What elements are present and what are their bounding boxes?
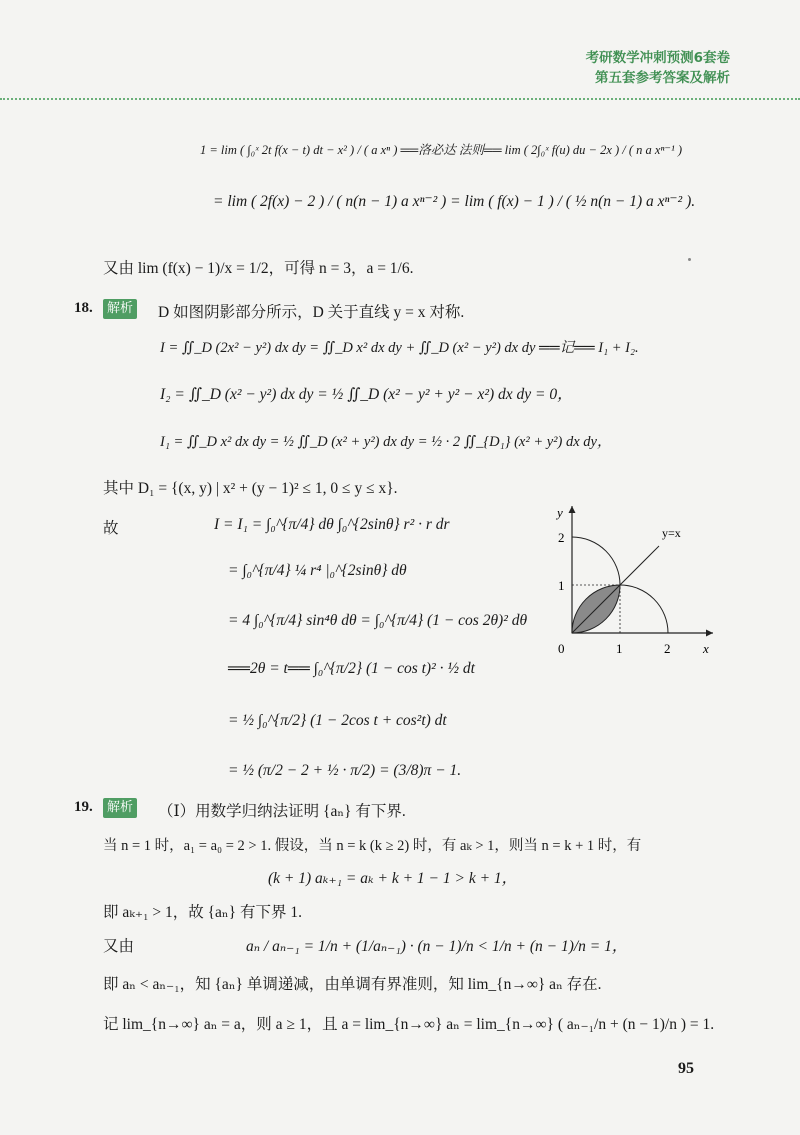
q19-limit: 记 lim_{n→∞} aₙ = a，则 a ≥ 1，且 a = lim_{n→∞} aₙ = lim_{n→∞} ( aₙ₋₁/n + (n − 1)/n ) = 1.	[103, 1016, 715, 1033]
question-18-badge: 解析	[103, 299, 137, 319]
line-label: y=x	[662, 526, 681, 540]
header-subtitle: 第五套参考答案及解析	[595, 70, 730, 86]
header-title: 考研数学冲刺预测6套卷	[585, 50, 730, 66]
header-divider	[0, 98, 800, 100]
region-figure	[535, 500, 720, 665]
q18-intro: D 如图阴影部分所示，D 关于直线 y = x 对称.	[158, 304, 465, 321]
conclusion-line: 又由 lim (f(x) − 1)/x = 1/2，可得 n = 3，a = 1/6.	[103, 260, 414, 277]
q19-moreover: 又由	[103, 938, 135, 955]
q18-calc-3: = 4 ∫₀^{π/4} sin⁴θ dθ = ∫₀^{π/4} (1 − cos 2θ)² dθ	[228, 612, 528, 629]
q19-monotone: 即 aₙ < aₙ₋₁，知 {aₙ} 单调递减，由单调有界准则，知 lim_{n→∞} aₙ 存在.	[103, 976, 602, 993]
q18-region-def: 其中 D₁ = {(x, y) | x² + (y − 1)² ≤ 1, 0 ≤ y ≤ x}.	[103, 480, 398, 497]
origin-label: 0	[558, 641, 565, 656]
y-tick-2: 2	[558, 530, 565, 545]
limit-line-1: 1 = lim ( ∫₀ˣ 2t f(x − t) dt − x² ) / ( a xⁿ ) ══洛必达 法则══ lim ( 2∫₀ˣ f(u) du − 2x ) / ( n a xⁿ⁻¹ )	[200, 143, 683, 157]
q18-therefore: 故	[103, 520, 119, 537]
y-axis-label: y	[557, 505, 563, 520]
q18-eq-2: I₂ = ∬_D (x² − y²) dx dy = ½ ∬_D (x² − y² + y² − x²) dx dy = 0，	[160, 386, 573, 403]
question-19-badge: 解析	[103, 798, 137, 818]
x-tick-2: 2	[664, 641, 671, 656]
q19-part1-title: （Ⅰ）用数学归纳法证明 {aₙ} 有下界.	[158, 803, 406, 820]
circle-arc-right	[620, 585, 668, 633]
q18-eq-1: I = ∬_D (2x² − y²) dx dy = ∬_D x² dx dy + ∬_D (x² − y²) dx dy ══记══ I₁ + I₂.	[160, 340, 639, 356]
page-number: 95	[678, 1060, 694, 1077]
line-y-equals-x	[572, 546, 659, 633]
q18-calc-2: = ∫₀^{π/4} ¼ r⁴ |₀^{2sinθ} dθ	[228, 562, 407, 579]
x-tick-1: 1	[616, 641, 623, 656]
q19-recurrence: (k + 1) aₖ₊₁ = aₖ + k + 1 − 1 > k + 1，	[268, 870, 518, 887]
margin-dot	[688, 258, 691, 261]
question-19-number: 19.	[74, 799, 93, 815]
q19-ratio: aₙ / aₙ₋₁ = 1/n + (1/aₙ₋₁) · (n − 1)/n < 1/n + (n − 1)/n = 1，	[246, 938, 628, 955]
q18-calc-5: = ½ ∫₀^{π/2} (1 − 2cos t + cos²t) dt	[228, 712, 447, 729]
q18-calc-1: I = I₁ = ∫₀^{π/4} dθ ∫₀^{2sinθ} r² · r dr	[214, 516, 450, 533]
x-axis-label: x	[703, 641, 709, 656]
q18-calc-4: ══2θ = t══ ∫₀^{π/2} (1 − cos t)² · ½ dt	[228, 660, 475, 677]
q19-lower-bound: 即 aₖ₊₁ > 1，故 {aₙ} 有下界 1.	[103, 904, 302, 921]
y-tick-1: 1	[558, 578, 565, 593]
question-18-number: 18.	[74, 300, 93, 316]
q18-eq-3: I₁ = ∬_D x² dx dy = ½ ∬_D (x² + y²) dx dy = ½ · 2 ∬_{D₁} (x² + y²) dx dy，	[160, 434, 612, 450]
limit-line-2: = lim ( 2f(x) − 2 ) / ( n(n − 1) a xⁿ⁻² ) = lim ( f(x) − 1 ) / ( ½ n(n − 1) a xⁿ⁻² ).	[213, 193, 696, 210]
q18-calc-6: = ½ (π/2 − 2 + ½ · π/2) = (3/8)π − 1.	[228, 762, 462, 779]
running-header	[586, 48, 730, 88]
circle-arc	[572, 537, 620, 585]
q19-induction: 当 n = 1 时，a₁ = a₀ = 2 > 1. 假设，当 n = k (k ≥ 2) 时，有 aₖ > 1，则当 n = k + 1 时，有	[103, 838, 642, 854]
